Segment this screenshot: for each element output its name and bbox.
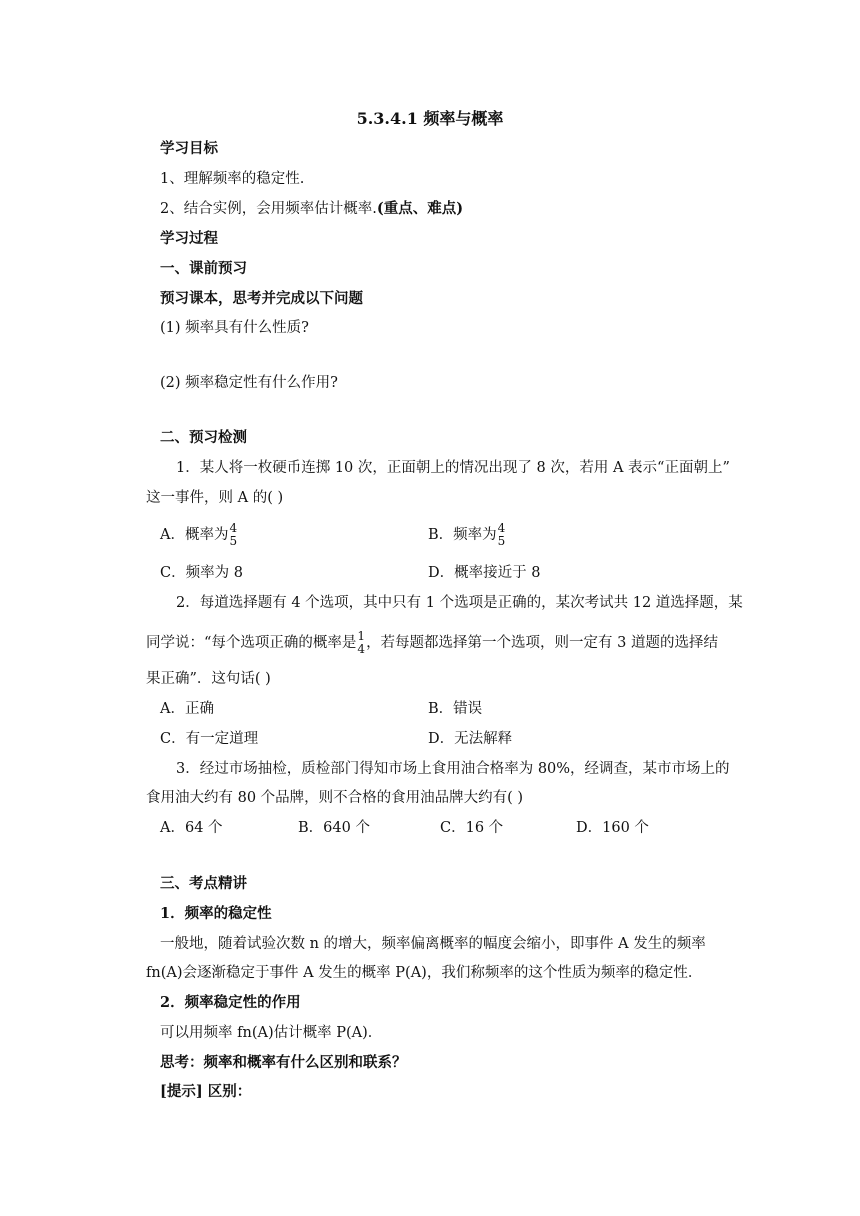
fraction-numerator: 1 [357, 629, 366, 643]
problem-3-option-d: D．160 个 [576, 820, 649, 836]
keypoint-2-line: 可以用频率 fn(A)估计概率 P(A)． [160, 1025, 383, 1041]
fraction-numerator: 4 [229, 521, 238, 535]
problem-2-line-2-post: ，若每题都选择第一个选项，则一定有 3 道题的选择结 [366, 635, 719, 651]
think-question: 思考：频率和概率有什么区别和联系？ [160, 1054, 407, 1071]
fraction-denominator: 5 [497, 534, 506, 548]
problem-3-option-a: A．64 个 [160, 820, 223, 836]
keypoint-1-line-2: fn(A)会逐渐稳定于事件 A 发生的概率 P(A)，我们称频率的这个性质为频率的稳定性． [146, 965, 703, 981]
keypoint-1-heading: 1．频率的稳定性 [160, 905, 272, 922]
hint-label: [提示] 区别： [160, 1083, 252, 1100]
fraction-denominator: 4 [357, 642, 366, 656]
objective-2-text: 2、结合实例，会用频率估计概率. [160, 201, 377, 217]
objectives-heading: 学习目标 [160, 140, 218, 157]
keypoint-2-heading: 2．频率稳定性的作用 [160, 994, 301, 1011]
preview-question-1: (1) 频率具有什么性质? [160, 320, 309, 336]
problem-3-line-2: 食用油大约有 80 个品牌，则不合格的食用油品牌大约有( ) [146, 790, 524, 806]
page-title: 5.3.4.1 频率与概率 [356, 109, 504, 128]
problem-2-line-2-pre: 同学说：“每个选项正确的概率是 [146, 635, 357, 651]
preview-question-2: (2) 频率稳定性有什么作用? [160, 375, 338, 391]
problem-1-line-1: 1．某人将一枚硬币连掷 10 次，正面朝上的情况出现了 8 次，若用 A 表示“正面朝上” [176, 460, 730, 476]
problem-1-option-c: C．频率为 8 [160, 565, 243, 581]
problem-2-line-2 [146, 630, 718, 656]
objective-2 [160, 199, 463, 219]
option-b-label: B．频率为 [428, 527, 497, 543]
problem-3-option-b: B．640 个 [298, 820, 370, 836]
problem-2-option-a: A．正确 [160, 701, 214, 717]
keypoint-1-line-1: 一般地，随着试验次数 n 的增大，频率偏离概率的幅度会缩小，即事件 A 发生的频率 [160, 936, 706, 952]
fraction [357, 630, 365, 656]
section1-heading: 一、课前预习 [160, 260, 247, 277]
fraction [498, 522, 506, 548]
problem-2-line-1: 2．每道选择题有 4 个选项，其中只有 1 个选项是正确的，某次考试共 12 道选择题，某 [176, 595, 743, 611]
problem-2-option-c: C．有一定道理 [160, 731, 259, 747]
problem-2-option-b: B．错误 [428, 701, 483, 717]
section2-heading: 二、预习检测 [160, 429, 247, 446]
objective-1: 1、理解频率的稳定性. [160, 171, 305, 187]
problem-1-option-b [428, 522, 506, 548]
fraction [229, 522, 237, 548]
problem-1-option-a [160, 522, 238, 548]
process-heading: 学习过程 [160, 230, 218, 247]
problem-3-option-c: C．16 个 [440, 820, 504, 836]
fraction-denominator: 5 [229, 534, 238, 548]
objective-2-note: (重点、难点) [376, 200, 464, 217]
problem-2-line-3: 果正确”．这句话( ) [146, 671, 271, 687]
fraction-numerator: 4 [497, 521, 506, 535]
problem-1-line-2: 这一事件，则 A 的( ) [146, 490, 284, 506]
section1-prompt: 预习课本，思考并完成以下问题 [160, 290, 363, 307]
option-a-label: A．概率为 [160, 527, 229, 543]
problem-1-option-d: D．概率接近于 8 [428, 565, 541, 581]
problem-2-option-d: D．无法解释 [428, 731, 513, 747]
section3-heading: 三、考点精讲 [160, 875, 247, 892]
problem-3-line-1: 3．经过市场抽检，质检部门得知市场上食用油合格率为 80%，经调查，某市市场上的 [176, 761, 730, 777]
